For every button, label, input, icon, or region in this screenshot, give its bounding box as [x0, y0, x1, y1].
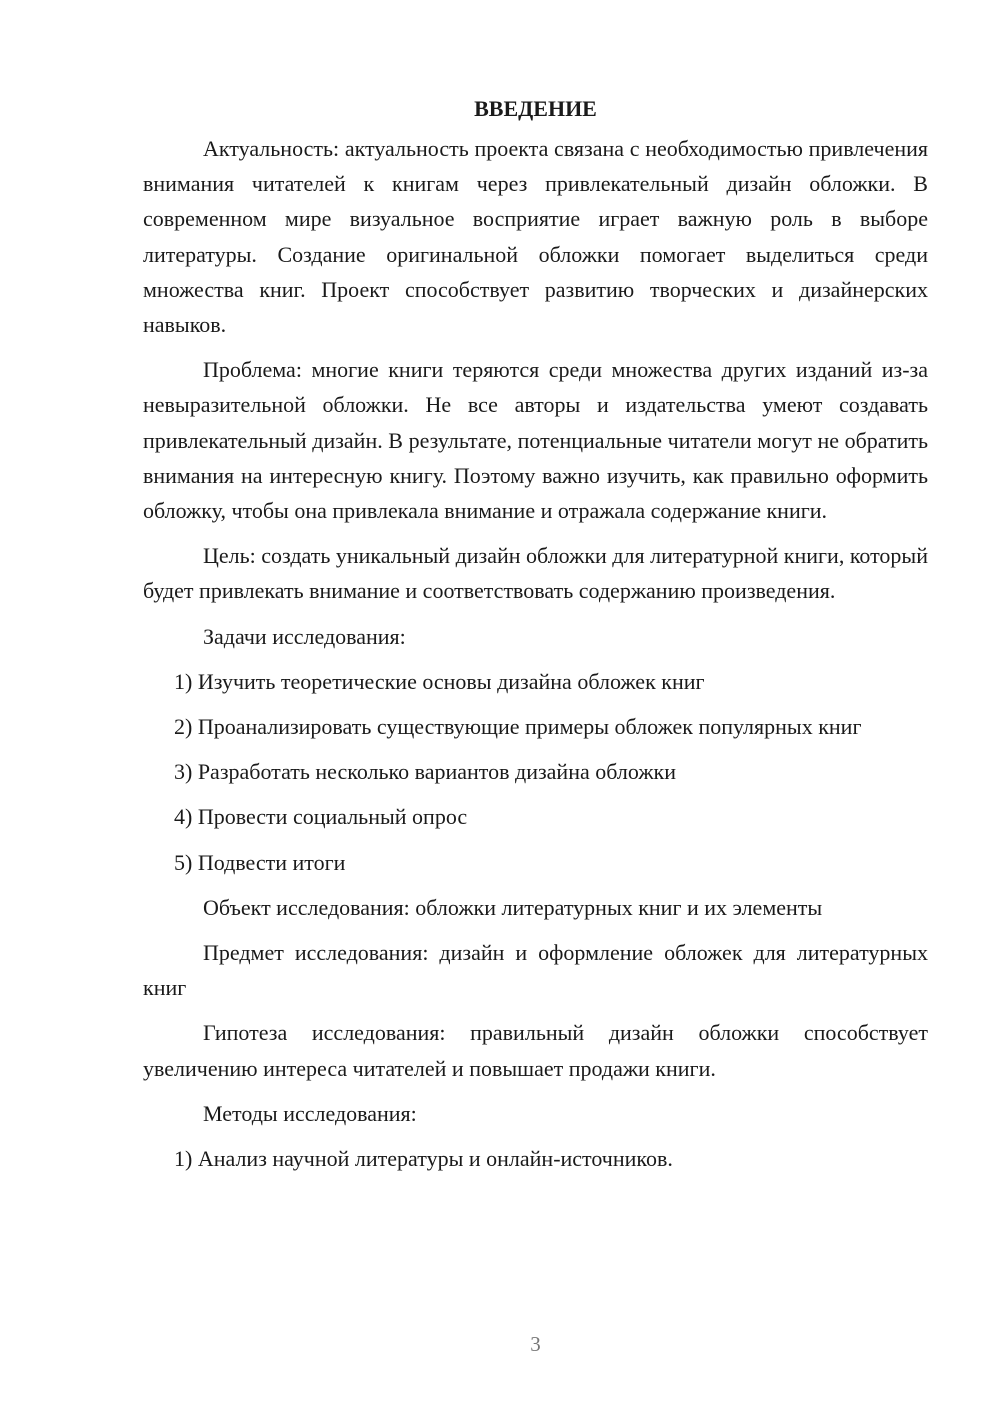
task-item: 2) Проанализировать существующие примеры обложек популярных книг [174, 714, 862, 740]
goal-paragraph: Цель: создать уникальный дизайн обложки для литературной книги, который будет привлекать внимание и соответствовать содержанию произведения. [143, 543, 928, 604]
hypothesis-paragraph: Гипотеза исследования: правильный дизайн обложки способствует увеличению интереса читателей и повышает продажи книги. [143, 1020, 928, 1081]
relevance-paragraph: Актуальность: актуальность проекта связана с необходимостью привлечения внимания читателей к книгам через привлекательный дизайн обложки. В современном мире визуальное восприятие играет важную роль в выборе литературы. Создание оригинальной обложки помогает выделиться среди множества книг. Проект способствует развитию творческих и дизайнерских навыков. [143, 136, 928, 338]
task-item: 5) Подвести итоги [174, 849, 346, 875]
section-title: ВВЕДЕНИЕ [474, 96, 597, 121]
problem-paragraph: Проблема: многие книги теряются среди множества других изданий из-за невыразительной обложки. Не все авторы и издательства умеют создавать привлекательный дизайн. В результате, потенциальные читатели могут не обратить внимания на интересную книгу. Поэтому важно изучить, как правильно оформить обложку, чтобы она привлекала внимание и отражала содержание книги. [143, 357, 928, 524]
page-number: 3 [530, 1332, 541, 1356]
subject-paragraph: Предмет исследования: дизайн и оформление обложек для литературных книг [143, 940, 928, 1001]
task-item: 1) Изучить теоретические основы дизайна обложек книг [174, 668, 705, 694]
methods-heading: Методы исследования: [203, 1100, 417, 1126]
task-item: 3) Разработать несколько вариантов дизайна обложки [174, 759, 676, 785]
method-item: 1) Анализ научной литературы и онлайн-источников. [174, 1146, 673, 1172]
document-page [143, 92, 928, 1186]
task-item: 4) Провести социальный опрос [174, 804, 468, 830]
tasks-heading: Задачи исследования: [203, 623, 406, 649]
object-paragraph: Объект исследования: обложки литературных книг и их элементы [203, 894, 823, 920]
